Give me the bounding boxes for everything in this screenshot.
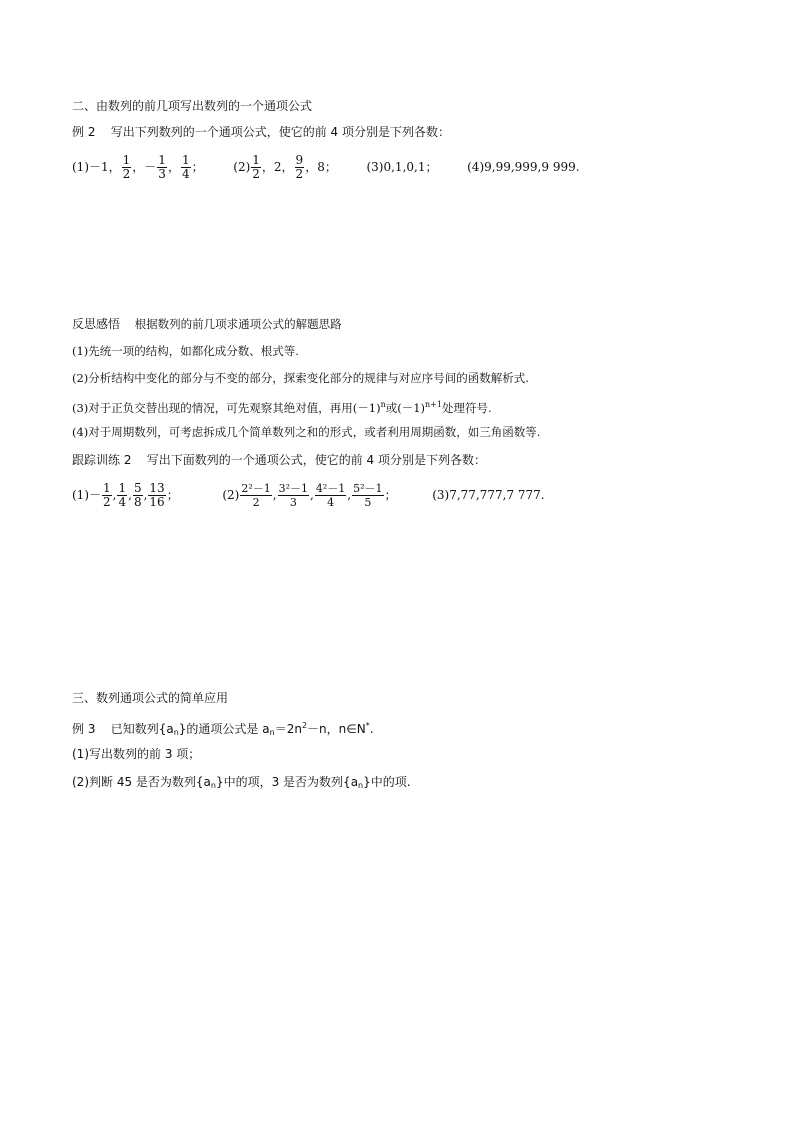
reflection-line-2: (2)分析结构中变化的部分与不变的部分，探索变化部分的规律与对应序号间的函数解析式. [72, 371, 529, 385]
example3-q1: (1)写出数列的前 3 项； [72, 747, 201, 761]
reflection-line-4: (4)对于周期数列，可考虑拆成几个简单数列之和的形式，或者利用周期函数，如三角函数等. [72, 425, 541, 439]
fraction: $\frac{\text{3²－1}}{3}$ [278, 482, 309, 509]
fraction: $\frac{1}{4}$ [118, 481, 127, 509]
reflection-title: 反思感悟 [72, 317, 121, 331]
example3-line: 例 3 已知数列$\{a_n\}$的通项公式是 $a_n=2n^2-n$，n∈N*. [72, 721, 374, 737]
training2-p3: (3)7,77,777,7 777. [432, 488, 545, 502]
example3-label: 例 3 [72, 722, 96, 736]
training2-label: 跟踪训练 2 [72, 453, 132, 467]
fraction: $\frac{1}{2}$ [252, 153, 260, 181]
fraction: $\frac{\text{2²－1}}{2}$ [241, 482, 271, 509]
p2-prefix: (2) [233, 160, 251, 174]
fraction: $\frac{9}{2}$ [295, 153, 304, 181]
fraction: $\frac{1}{3}$ [158, 153, 166, 181]
fraction: $\frac{\text{4²－1}}{4}$ [315, 482, 346, 509]
fraction: $\frac{1}{4}$ [181, 153, 190, 181]
reflection-subtitle: 根据数列的前几项求通项公式的解题思路 [134, 317, 342, 331]
example2-problems: (1)－1， $\frac{1}{2}$ ，－ $\frac{1}{3}$ ， $\frac{1}{4}$ ； (2) $\frac{1}{2}$ ，2， $\frac{9}{2}$ ，8； (3)0,1,0,1； (4)9,99,999,9 999. [72, 153, 580, 181]
example3-q2: (2)判断 45 是否为数列$\{a_n\}$中的项，3 是否为数列$\{a_n\}$中的项. [72, 775, 411, 790]
reflection-title-line [72, 316, 342, 332]
training2-problems: (1)－ $\frac{1}{2}$ , $\frac{1}{4}$ , $\frac{5}{8}$ , $\frac{13}{16}$ ； (2) $\frac{\text{2²－1}}{2}$ , $\frac{\text{3²－1}}{3}$ , $\frac{\text{4²－1}}{4}$ , $\frac{\text{5²－1}}{5}$ ； (3)7,77,777,7 777. [72, 481, 545, 509]
fraction: $\frac{1}{2}$ [122, 153, 131, 181]
fraction: $\frac{13}{16}$ [149, 481, 165, 509]
section3-heading: 三、数列通项公式的简单应用 [72, 691, 229, 705]
example2-label: 例 2 [72, 125, 96, 139]
example2-line [72, 124, 450, 140]
p4: (4)9,99,999,9 999. [467, 160, 580, 174]
training2-text: 写出下面数列的一个通项公式，使它的前 4 项分别是下列各数： [146, 453, 486, 467]
fraction: $\frac{1}{2}$ [103, 481, 111, 509]
p3: (3)0,1,0,1； [366, 160, 438, 174]
p1-prefix: (1)－1， [72, 160, 121, 174]
fraction: $\frac{\text{5²－1}}{5}$ [353, 482, 383, 509]
fraction: $\frac{5}{8}$ [133, 481, 142, 509]
reflection-line-1: (1)先统一项的结构，如都化成分数、根式等. [72, 344, 299, 358]
example2-text: 写出下列数列的一个通项公式，使它的前 4 项分别是下列各数： [110, 125, 450, 139]
reflection-line-3: (3)对于正负交替出现的情况，可先观察其绝对值，再用$(-1)^n$或$(-1)^{n+1}$处理符号. [72, 400, 492, 415]
section2-heading: 二、由数列的前几项写出数列的一个通项公式 [72, 99, 313, 113]
training2-line [72, 452, 486, 468]
